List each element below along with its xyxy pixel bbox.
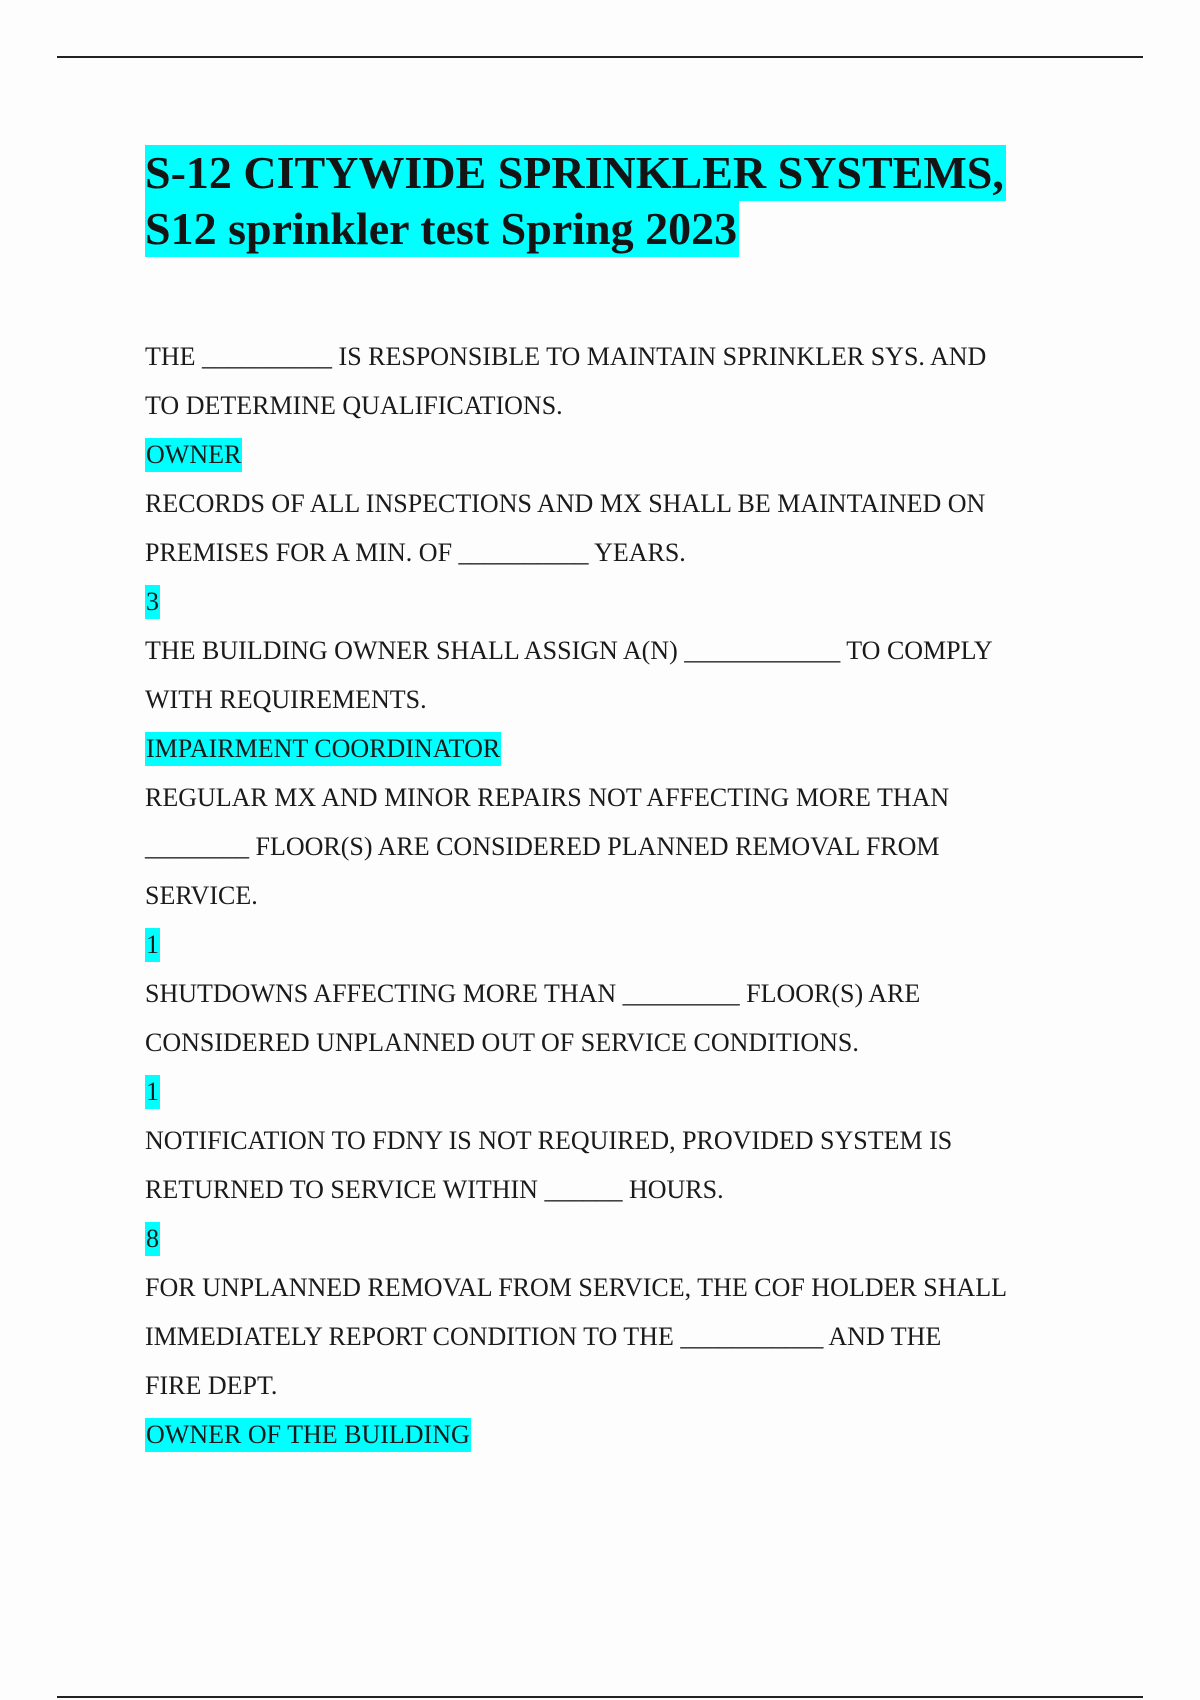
answer-line [145,577,1105,626]
title-line-1: S-12 CITYWIDE SPRINKLER SYSTEMS, [145,145,1006,201]
answer-line [145,920,1105,969]
answer-line [145,430,1105,479]
question-line: FIRE DEPT. [145,1371,278,1400]
question-line: REGULAR MX AND MINOR REPAIRS NOT AFFECTING MORE THAN [145,783,950,812]
question-line: FOR UNPLANNED REMOVAL FROM SERVICE, THE COF HOLDER SHALL [145,1273,1008,1302]
title-line-2: S12 sprinkler test Spring 2023 [145,201,739,257]
page-title [145,145,1105,257]
bottom-rule [57,1696,1143,1698]
answer-highlight: 1 [145,928,160,962]
question-line: NOTIFICATION TO FDNY IS NOT REQUIRED, PROVIDED SYSTEM IS [145,1126,953,1155]
question-line: RECORDS OF ALL INSPECTIONS AND MX SHALL BE MAINTAINED ON [145,489,986,518]
question-line: IMMEDIATELY REPORT CONDITION TO THE ___________ AND THE [145,1322,942,1351]
question-line: PREMISES FOR A MIN. OF __________ YEARS. [145,538,686,567]
question-line: WITH REQUIREMENTS. [145,685,427,714]
question-list [145,332,1105,1459]
question-line: RETURNED TO SERVICE WITHIN ______ HOURS. [145,1175,724,1204]
answer-highlight: OWNER [145,438,242,472]
question-line: THE BUILDING OWNER SHALL ASSIGN A(N) ____________ TO COMPLY [145,636,993,665]
answer-line [145,1410,1105,1459]
question-line: TO DETERMINE QUALIFICATIONS. [145,391,563,420]
answer-line [145,1067,1105,1116]
answer-highlight: 3 [145,585,160,619]
question-line: SERVICE. [145,881,258,910]
answer-highlight: 8 [145,1222,160,1256]
answer-highlight: OWNER OF THE BUILDING [145,1418,471,1452]
answer-line [145,1214,1105,1263]
question-line: THE __________ IS RESPONSIBLE TO MAINTAIN SPRINKLER SYS. AND [145,342,987,371]
question-line: SHUTDOWNS AFFECTING MORE THAN _________ FLOOR(S) ARE [145,979,921,1008]
answer-highlight: 1 [145,1075,160,1109]
top-rule [57,56,1143,58]
question-line: CONSIDERED UNPLANNED OUT OF SERVICE CONDITIONS. [145,1028,859,1057]
question-line: ________ FLOOR(S) ARE CONSIDERED PLANNED REMOVAL FROM [145,832,940,861]
answer-highlight: IMPAIRMENT COORDINATOR [145,732,501,766]
document-body [145,145,1105,1459]
answer-line [145,724,1105,773]
